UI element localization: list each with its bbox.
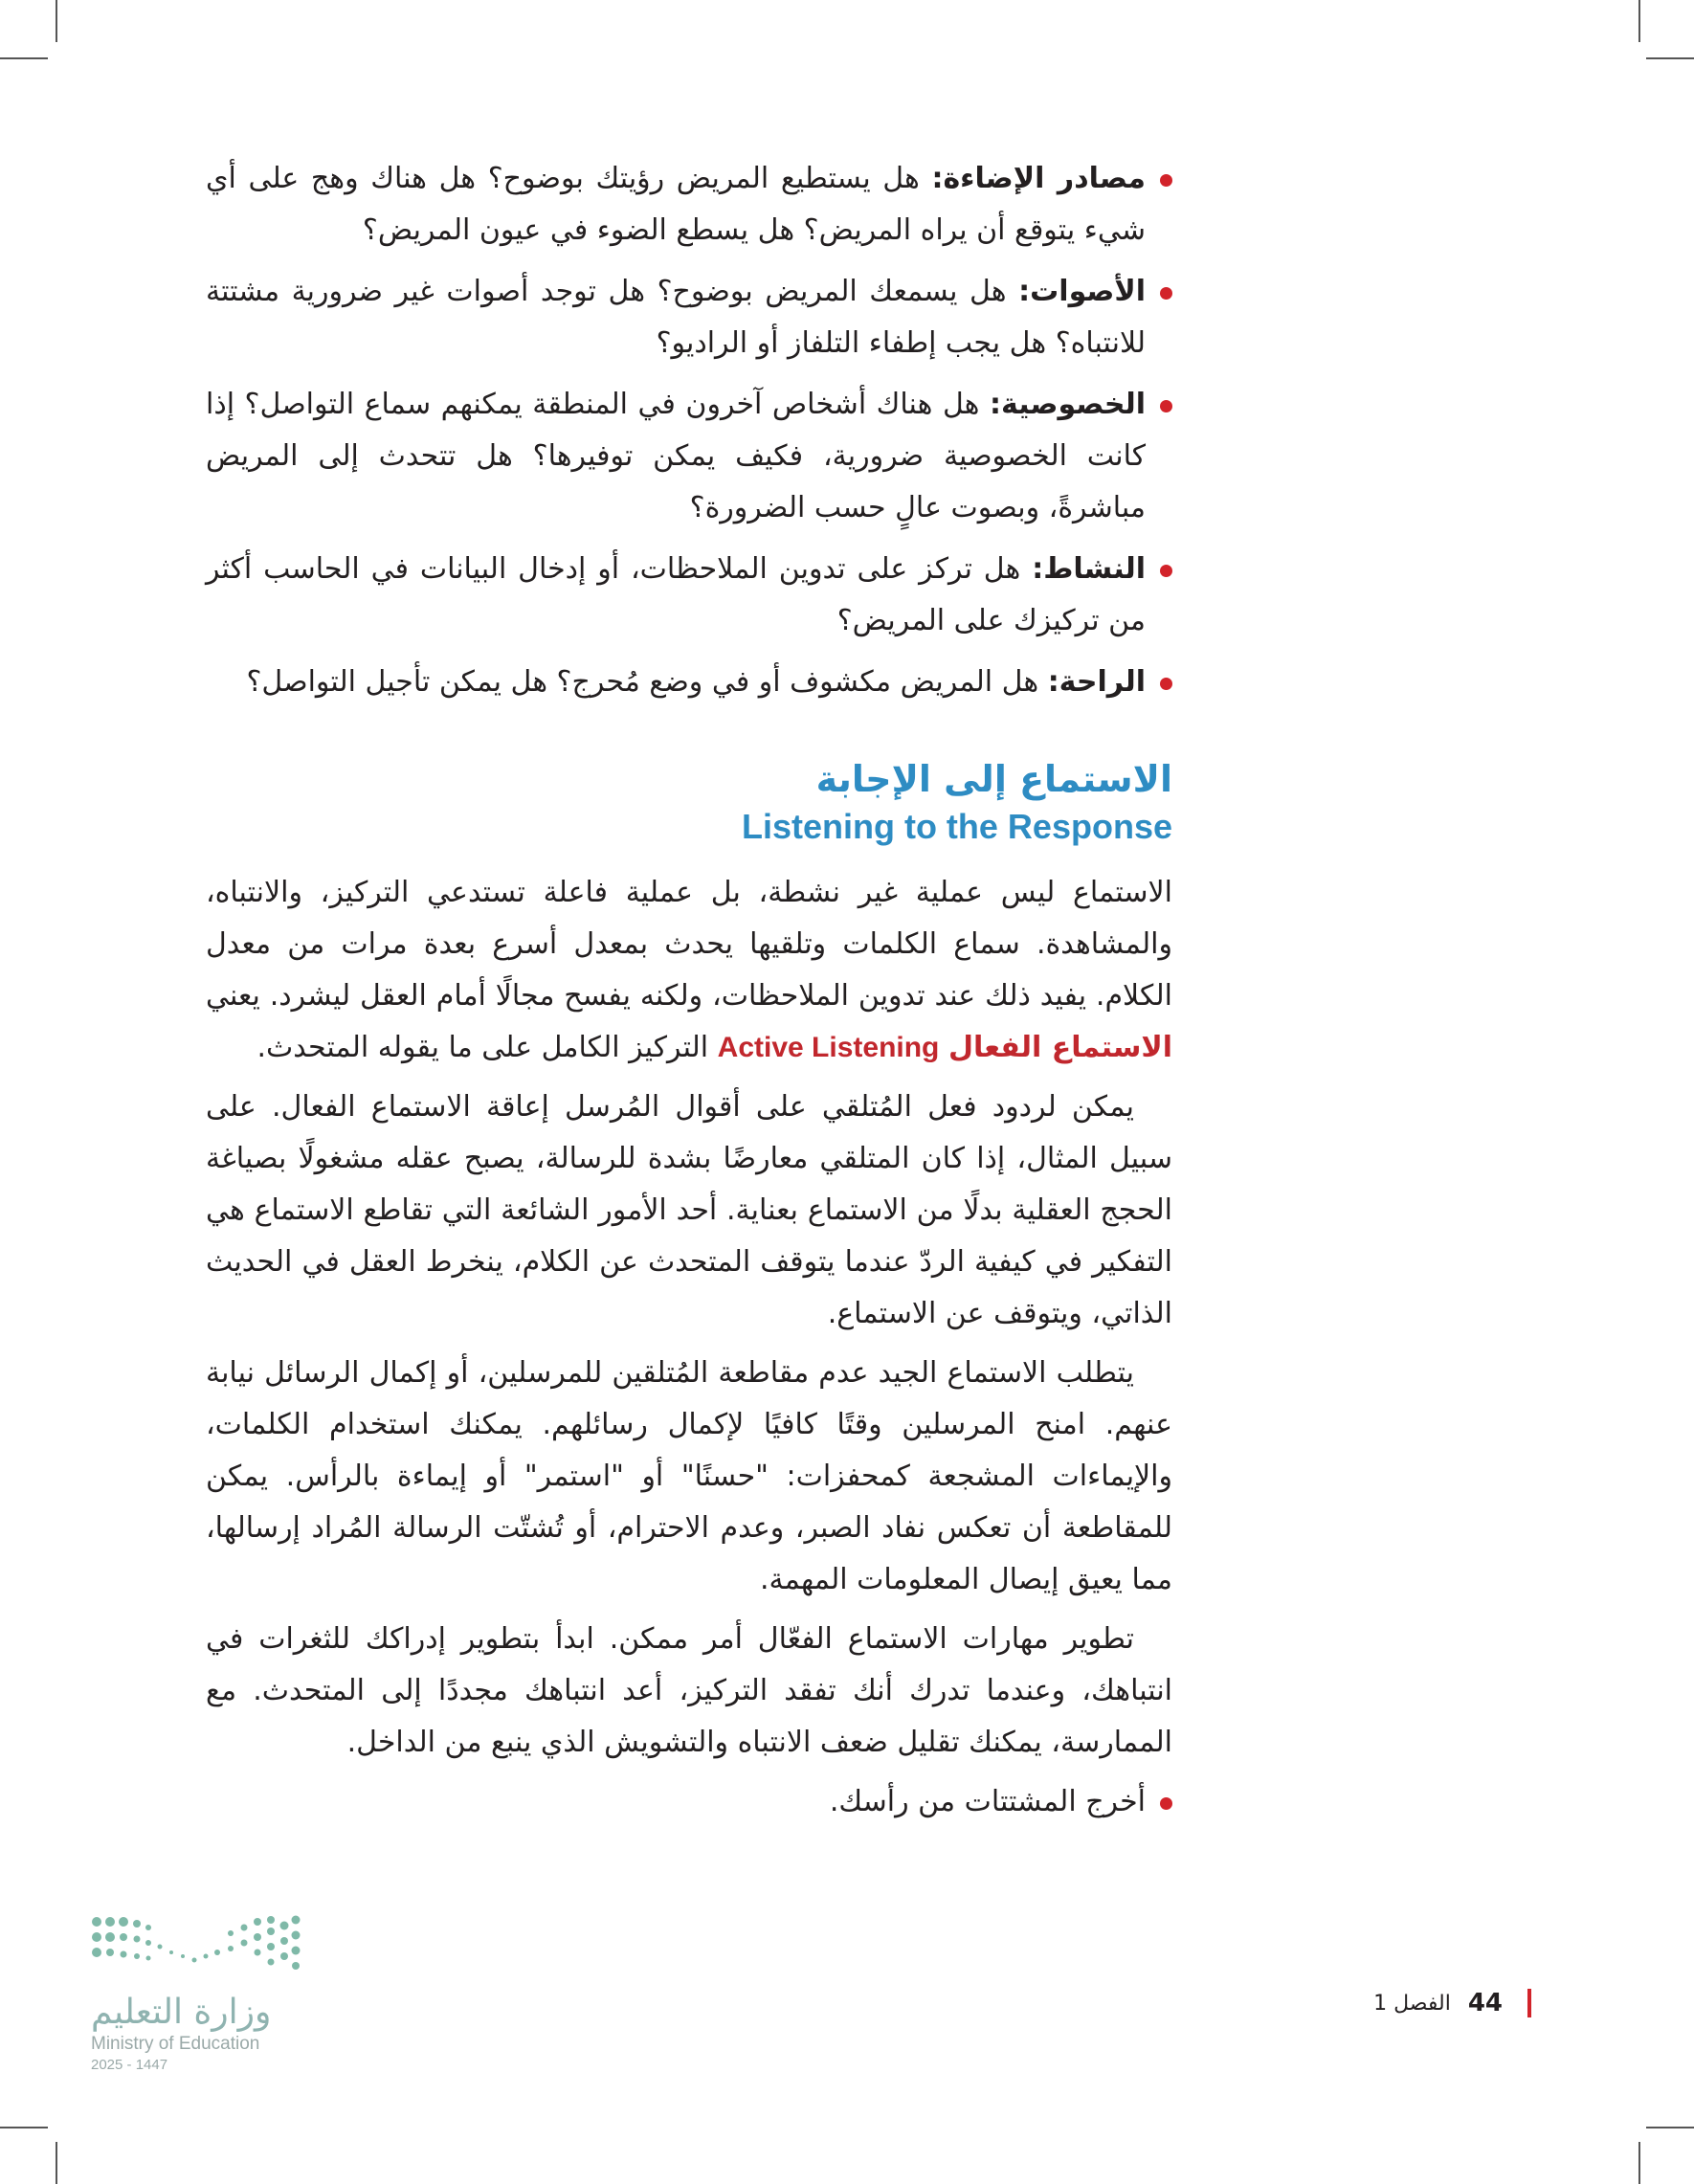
crop-mark — [1638, 0, 1640, 42]
bullet-text: هل المريض مكشوف أو في وضع مُحرج؟ هل يمكن تأجيل التواصل؟ — [246, 665, 1048, 699]
logo-text-english: Ministry of Education — [91, 2034, 260, 2054]
bullet-term: الخصوصية: — [990, 388, 1146, 421]
crop-mark — [56, 2142, 57, 2184]
footer-divider — [1527, 1989, 1531, 2017]
bullet-term: الراحة: — [1047, 665, 1146, 699]
list-item — [206, 153, 1172, 256]
page-number: 44 — [1467, 1989, 1503, 2017]
section-title-english: Listening to the Response — [741, 807, 1172, 846]
logo-text-arabic: وزارة التعليم — [91, 1993, 272, 2032]
list-item — [206, 544, 1172, 647]
crop-mark — [1646, 2127, 1694, 2128]
logo-dots-icon — [91, 1914, 301, 1975]
ministry-logo — [91, 1914, 311, 2075]
list-item: أخرج المشتتات من رأسك. — [206, 1776, 1172, 1828]
bullet-term: النشاط: — [1032, 552, 1146, 586]
section-title-arabic: الاستماع إلى الإجابة — [815, 758, 1172, 800]
bullet-text: هل تركز على تدوين الملاحظات، أو إدخال البيانات في الحاسب أكثر من تركيزك على المريض؟ — [206, 552, 1146, 637]
list-item — [206, 657, 1172, 708]
page-footer — [1373, 1989, 1531, 2017]
paragraph-interruption: يتطلب الاستماع الجيد عدم مقاطعة المُتلقين للمرسلين، أو إكمال الرسائل نيابة عنهم. امنح المرسلين وقتًا كافيًا لإكمال رسائلهم. يمكنك استخدام الكلمات، والإيماءات المشجعة كمحفزات: "حسنًا" أو "استمر" أو إيماءة بالرأس. يمكن للمقاطعة أن تعكس نفاد الصبر، وعدم الاحترام، أو تُشتّت الرسالة المُراد إرسالها، مما يعيق إيصال المعلومات المهمة. — [206, 1356, 1172, 1596]
paragraph-receiver-reactions: يمكن لردود فعل المُتلقي على أقوال المُرسل إعاقة الاستماع الفعال. على سبيل المثال، إذا كان المتلقي معارضًا بشدة للرسالة، يصبح عقله مشغولًا بصياغة الحجج العقلية بدلًا من الاستماع بعناية. أحد الأمور الشائعة التي تقاطع الاستماع هي التفكير في كيفية الردّ عندما يتوقف المتحدث عن الكلام، ينخرط العقل في الحديث الذاتي، ويتوقف عن الاستماع. — [206, 1090, 1172, 1330]
crop-mark — [0, 57, 48, 59]
bullet-term: الأصوات: — [1018, 275, 1146, 308]
crop-mark — [1646, 57, 1694, 59]
crop-mark — [56, 0, 57, 42]
crop-mark — [0, 2127, 48, 2128]
paragraph-active-listening — [206, 867, 1172, 1074]
paragraph-text: الاستماع ليس عملية غير نشطة، بل عملية فاعلة تستدعي التركيز، والانتباه، والمشاهدة. سماع الكلمات وتلقيها يحدث بمعدل أسرع بعدة مرات من معدل الكلام. يفيد ذلك عند تدوين الملاحظات، ولكنه يفسح مجالًا أمام العقل ليشرد. يعني — [206, 876, 1172, 1013]
chapter-label: الفصل 1 — [1373, 1991, 1451, 2016]
bullet-text: هل يستطيع المريض رؤيتك بوضوح؟ هل هناك وهج على أي شيء يتوقع أن يراه المريض؟ هل يسطع الضوء في عيون المريض؟ — [206, 162, 1146, 247]
page-content — [206, 153, 1172, 1838]
list-item — [206, 266, 1172, 369]
section-heading — [206, 754, 1172, 850]
paragraph-text: التركيز الكامل على ما يقوله المتحدث. — [256, 1031, 718, 1064]
term-highlight: الاستماع الفعال — [947, 1031, 1172, 1064]
list-item — [206, 379, 1172, 534]
logo-year: 2025 - 1447 — [91, 2057, 168, 2073]
bullet-term: مصادر الإضاءة: — [931, 162, 1146, 195]
crop-mark — [1638, 2142, 1640, 2184]
term-highlight-english: Active Listening — [717, 1032, 940, 1063]
tips-list — [206, 1776, 1172, 1828]
checklist — [206, 153, 1172, 708]
paragraph-developing-skills: تطوير مهارات الاستماع الفعّال أمر ممكن. ابدأ بتطوير إدراكك للثغرات في انتباهك، وعندما تدرك أنك تفقد التركيز، أعد انتباهك مجددًا إلى المتحدث. مع الممارسة، يمكنك تقليل ضعف الانتباه والتشويش الذي ينبع من الداخل. — [206, 1622, 1172, 1759]
bullet-text: هل يسمعك المريض بوضوح؟ هل توجد أصوات غير ضرورية مشتتة للانتباه؟ هل يجب إطفاء التلفاز أو الراديو؟ — [206, 275, 1146, 360]
bullet-text: هل هناك أشخاص آخرون في المنطقة يمكنهم سماع التواصل؟ إذا كانت الخصوصية ضرورية، فكيف يمكن توفيرها؟ هل تتحدث إلى المريض مباشرةً، وبصوت عالٍ حسب الضرورة؟ — [206, 388, 1146, 524]
